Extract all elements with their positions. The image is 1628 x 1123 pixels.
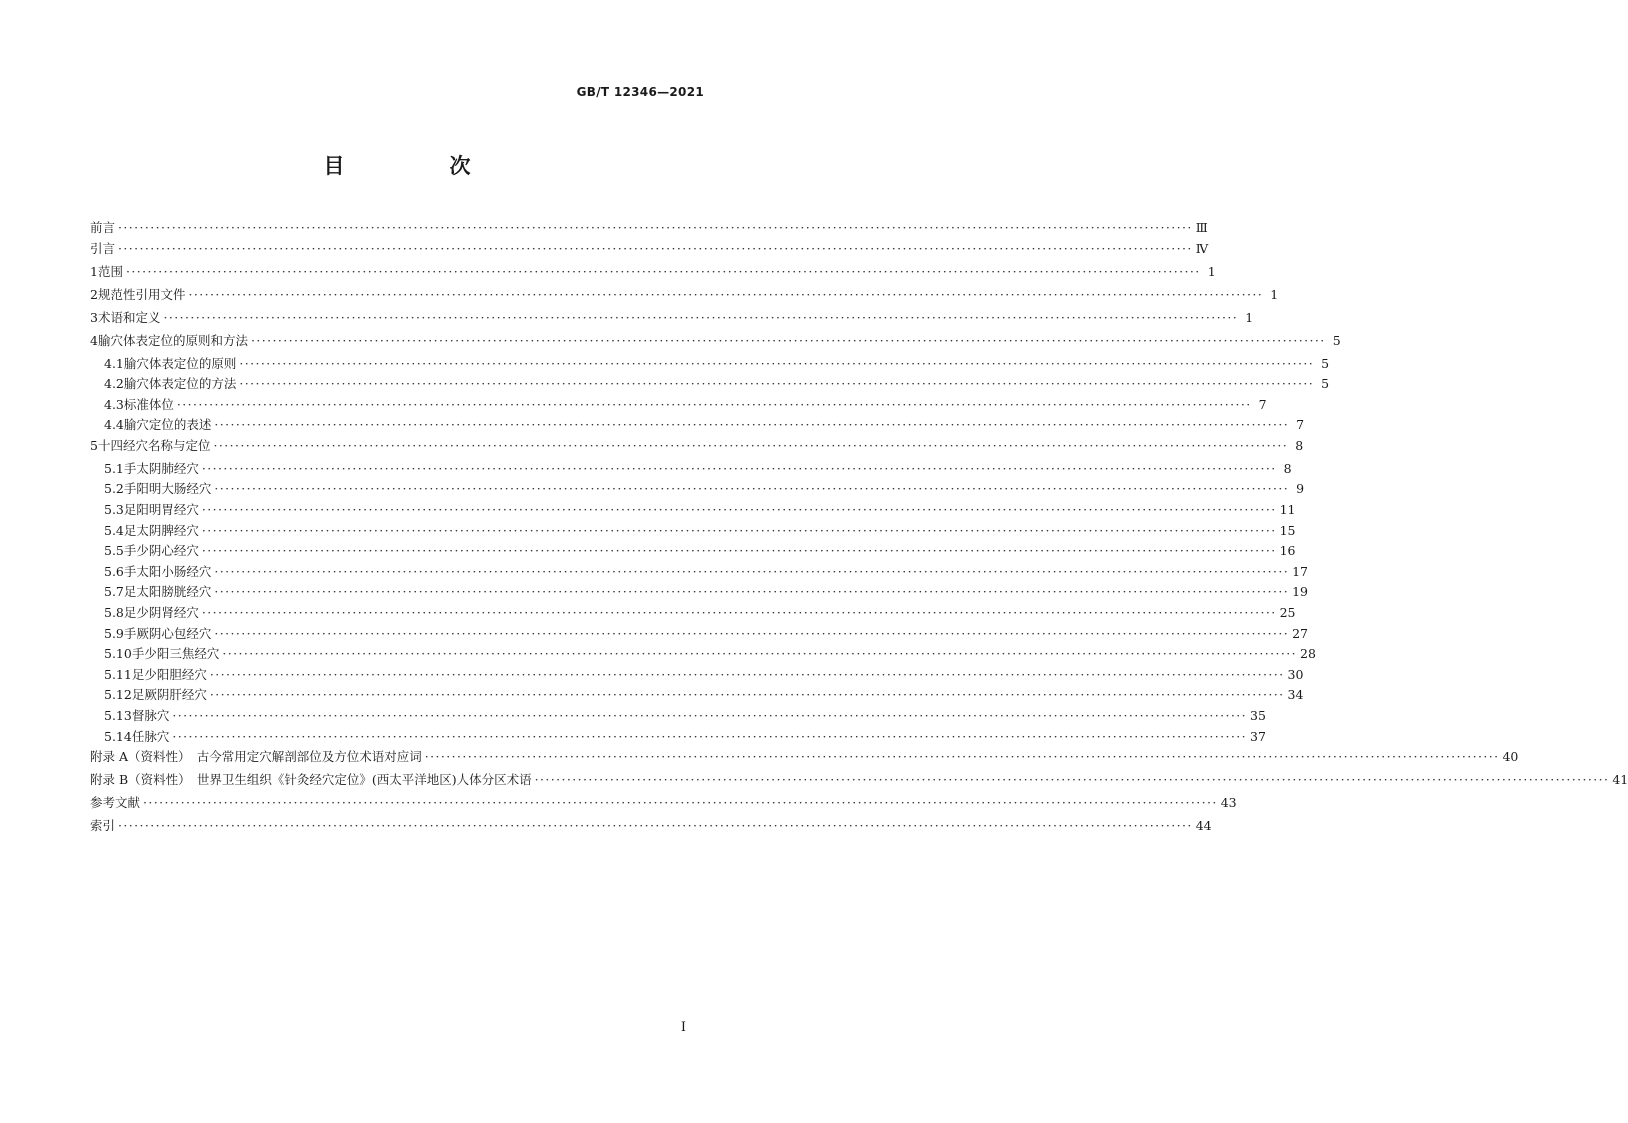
dot-leader: ········································································································································································································ (143, 795, 1218, 811)
toc-entry-number: 4.4 (104, 417, 124, 433)
toc-entry[interactable] (90, 374, 1330, 395)
dot-leader: ········································································································································································································ (534, 772, 1610, 788)
dot-leader: ········································································································································································································ (163, 309, 1239, 325)
dot-leader: ········································································································································································································ (118, 220, 1193, 235)
toc-entry-label: 手少阴心经穴 (123, 543, 199, 559)
toc-entry[interactable] (90, 727, 1266, 748)
toc-entry-number: 5.5 (104, 543, 124, 559)
toc-entry-page: Ⅲ (1195, 220, 1208, 235)
dot-leader: ········································································································································································································ (209, 666, 1285, 682)
toc-entry[interactable] (90, 747, 1519, 768)
toc-entry-page: 1 (1207, 263, 1216, 279)
toc-entry-label: 引言 (90, 240, 116, 256)
toc-entry-page: 37 (1250, 728, 1266, 744)
dot-leader: ········································································································································································································ (172, 708, 1248, 723)
dot-leader: ········································································································································································································ (176, 396, 1252, 412)
toc-entry-page: 34 (1287, 687, 1304, 703)
toc-entry-label: 任脉穴 (131, 728, 170, 744)
toc-entry[interactable] (90, 706, 1266, 727)
toc-entry-page: 7 (1258, 396, 1267, 412)
toc-entry-label: 腧穴体表定位的原则 (123, 355, 237, 371)
toc-entry-number: 5.6 (104, 563, 124, 579)
dot-leader: ········································································································································································································ (188, 286, 1264, 302)
dot-leader: ········································································································································································································ (172, 728, 1248, 744)
toc-entry-page: 30 (1287, 666, 1304, 682)
standard-code: GB/T 12346—2021 (576, 85, 704, 99)
toc-entry-label: 腧穴定位的表述 (123, 417, 212, 433)
dot-leader: ········································································································································································································ (214, 481, 1290, 497)
dot-leader: ········································································································································································································ (222, 646, 1298, 662)
dot-leader: ········································································································································································································ (213, 437, 1289, 453)
dot-leader: ········································································································································································································ (214, 417, 1290, 433)
toc-entry-number: 5.10 (104, 646, 132, 662)
toc-entry-number: 3 (90, 309, 98, 325)
toc-entry[interactable] (90, 541, 1296, 562)
toc-entry[interactable] (90, 624, 1308, 645)
toc-entry-label: 手太阴肺经穴 (123, 460, 199, 476)
toc-entry[interactable] (90, 582, 1308, 603)
toc-entry[interactable] (90, 354, 1330, 375)
toc-entry[interactable] (90, 459, 1292, 480)
toc-entry-number: 5.8 (104, 605, 124, 621)
dot-leader: ········································································································································································································ (201, 543, 1277, 559)
toc-entry-label: 手少阳三焦经穴 (131, 646, 220, 662)
toc-entry-number: 4.2 (104, 376, 124, 392)
toc-entry-label: 索引 (90, 818, 116, 834)
toc-entry[interactable] (90, 479, 1305, 500)
toc-entry-page: 25 (1279, 605, 1296, 621)
toc-entry-number: 5.14 (104, 728, 132, 744)
toc-entry-page: 35 (1250, 708, 1266, 723)
toc-entry-label: 足少阳胆经穴 (131, 666, 207, 682)
toc-entry-label: 督脉穴 (131, 708, 170, 723)
toc-entry[interactable] (90, 644, 1316, 665)
toc-entry-page: 40 (1502, 749, 1519, 765)
toc-entry-page: Ⅳ (1195, 240, 1209, 256)
toc-entry[interactable] (90, 793, 1237, 814)
toc-entry-number: 4.3 (104, 396, 124, 412)
toc-entry-page: 8 (1295, 437, 1304, 453)
toc-entry-page: 44 (1195, 818, 1212, 834)
toc-entry-label: 足阳明胃经穴 (123, 502, 199, 518)
toc-entry[interactable] (90, 436, 1304, 457)
toc-entry-label: 标准体位 (123, 396, 174, 412)
toc-entry-number: 5.1 (104, 460, 124, 476)
toc-entry[interactable] (90, 395, 1267, 416)
toc-entry-number: 5.9 (104, 625, 124, 641)
page-number: Ⅰ (680, 1020, 686, 1035)
toc-entry-label: 规范性引用文件 (97, 286, 186, 302)
dot-leader: ········································································································································································································ (424, 749, 1500, 765)
dot-leader: ········································································································································································································ (239, 376, 1315, 392)
toc-entry-label: 手阳明大肠经穴 (123, 481, 212, 497)
toc-entry-label: 足少阴肾经穴 (123, 605, 199, 621)
toc-entry-page: 43 (1220, 795, 1237, 811)
toc-entry-page: 1 (1270, 286, 1279, 302)
toc-entry[interactable] (90, 285, 1279, 306)
dot-leader: ········································································································································································································ (239, 355, 1315, 371)
toc-entry[interactable] (90, 603, 1296, 624)
dot-leader: ········································································································································································································ (209, 687, 1285, 703)
toc-entry-label: 附录 B（资料性） 世界卫生组织《针灸经穴定位》(西太平洋地区)人体分区术语 (90, 772, 532, 788)
dot-leader: ········································································································································································································ (125, 263, 1201, 279)
toc-entry-number: 5.2 (104, 481, 124, 497)
dot-leader: ········································································································································································································ (201, 605, 1277, 621)
toc-entry[interactable] (90, 262, 1216, 283)
toc-entry-label: 足厥阴肝经穴 (131, 687, 207, 703)
toc-entry-label: 范围 (97, 263, 123, 279)
toc-entry-number: 2 (90, 286, 98, 302)
toc-entry[interactable] (90, 685, 1304, 706)
toc-entry-number: 5.7 (104, 584, 124, 600)
toc-entry[interactable] (90, 562, 1308, 583)
toc-entry-page: 5 (1321, 355, 1330, 371)
toc-entry-page: 7 (1296, 417, 1305, 433)
toc-entry-page: 5 (1321, 376, 1330, 392)
toc-entry-number: 1 (90, 263, 98, 279)
toc-entry-label: 附录 A（资料性） 古今常用定穴解剖部位及方位术语对应词 (90, 749, 422, 765)
toc-entry-page: 15 (1279, 522, 1296, 538)
toc-entry-page: 5 (1332, 332, 1341, 348)
dot-leader: ········································································································································································································ (118, 818, 1193, 834)
table-of-contents (90, 218, 1628, 839)
dot-leader: ········································································································································································································ (201, 460, 1277, 476)
toc-entry-number: 4.1 (104, 355, 124, 371)
toc-entry-page: 1 (1245, 309, 1254, 325)
toc-entry[interactable] (90, 521, 1296, 542)
toc-entry-page: 17 (1292, 563, 1308, 579)
toc-entry-number: 5.3 (104, 502, 124, 518)
toc-entry-number: 5.4 (104, 522, 124, 538)
toc-entry[interactable] (90, 415, 1305, 436)
toc-entry[interactable] (90, 308, 1254, 329)
toc-entry-label: 足太阴脾经穴 (123, 522, 199, 538)
toc-entry-page: 11 (1279, 502, 1296, 518)
toc-entry-label: 术语和定义 (97, 309, 161, 325)
toc-entry[interactable] (90, 218, 1208, 239)
dot-leader: ········································································································································································································ (118, 240, 1193, 256)
toc-entry[interactable] (90, 665, 1304, 686)
toc-entry-label: 腧穴体表定位的方法 (123, 376, 237, 392)
toc-entry-label: 腧穴体表定位的原则和方法 (97, 332, 248, 348)
toc-entry-number: 5.13 (104, 708, 132, 723)
toc-entry-label: 前言 (90, 220, 116, 235)
toc-entry-number: 5.12 (104, 687, 132, 703)
toc-entry-number: 5.11 (104, 666, 132, 682)
page-title: 目 次 (323, 153, 513, 178)
dot-leader: ········································································································································································································ (201, 502, 1277, 518)
dot-leader: ········································································································································································································ (214, 625, 1290, 641)
toc-entry-label: 足太阳膀胱经穴 (123, 584, 212, 600)
toc-entry-number: 4 (90, 332, 98, 348)
toc-entry-label: 手太阳小肠经穴 (123, 563, 212, 579)
dot-leader: ········································································································································································································ (250, 332, 1326, 348)
toc-entry-page: 8 (1283, 460, 1292, 476)
toc-entry[interactable] (90, 500, 1296, 521)
toc-entry[interactable] (90, 770, 1628, 791)
toc-entry-number: 5 (90, 437, 98, 453)
dot-leader: ········································································································································································································ (214, 584, 1290, 600)
toc-entry-page: 9 (1296, 481, 1305, 497)
toc-entry-page: 28 (1300, 646, 1316, 662)
dot-leader: ········································································································································································································ (201, 522, 1277, 538)
toc-entry[interactable] (90, 331, 1341, 352)
toc-entry-page: 19 (1292, 584, 1308, 600)
toc-entry-page: 41 (1612, 772, 1628, 788)
toc-entry-label: 手厥阴心包经穴 (123, 625, 212, 641)
toc-entry[interactable] (90, 239, 1209, 260)
toc-entry-page: 16 (1279, 543, 1296, 559)
toc-entry-label: 十四经穴名称与定位 (97, 437, 211, 453)
dot-leader: ········································································································································································································ (214, 563, 1290, 579)
toc-entry[interactable] (90, 816, 1212, 837)
toc-entry-label: 参考文献 (90, 795, 141, 811)
toc-entry-page: 27 (1292, 625, 1308, 641)
